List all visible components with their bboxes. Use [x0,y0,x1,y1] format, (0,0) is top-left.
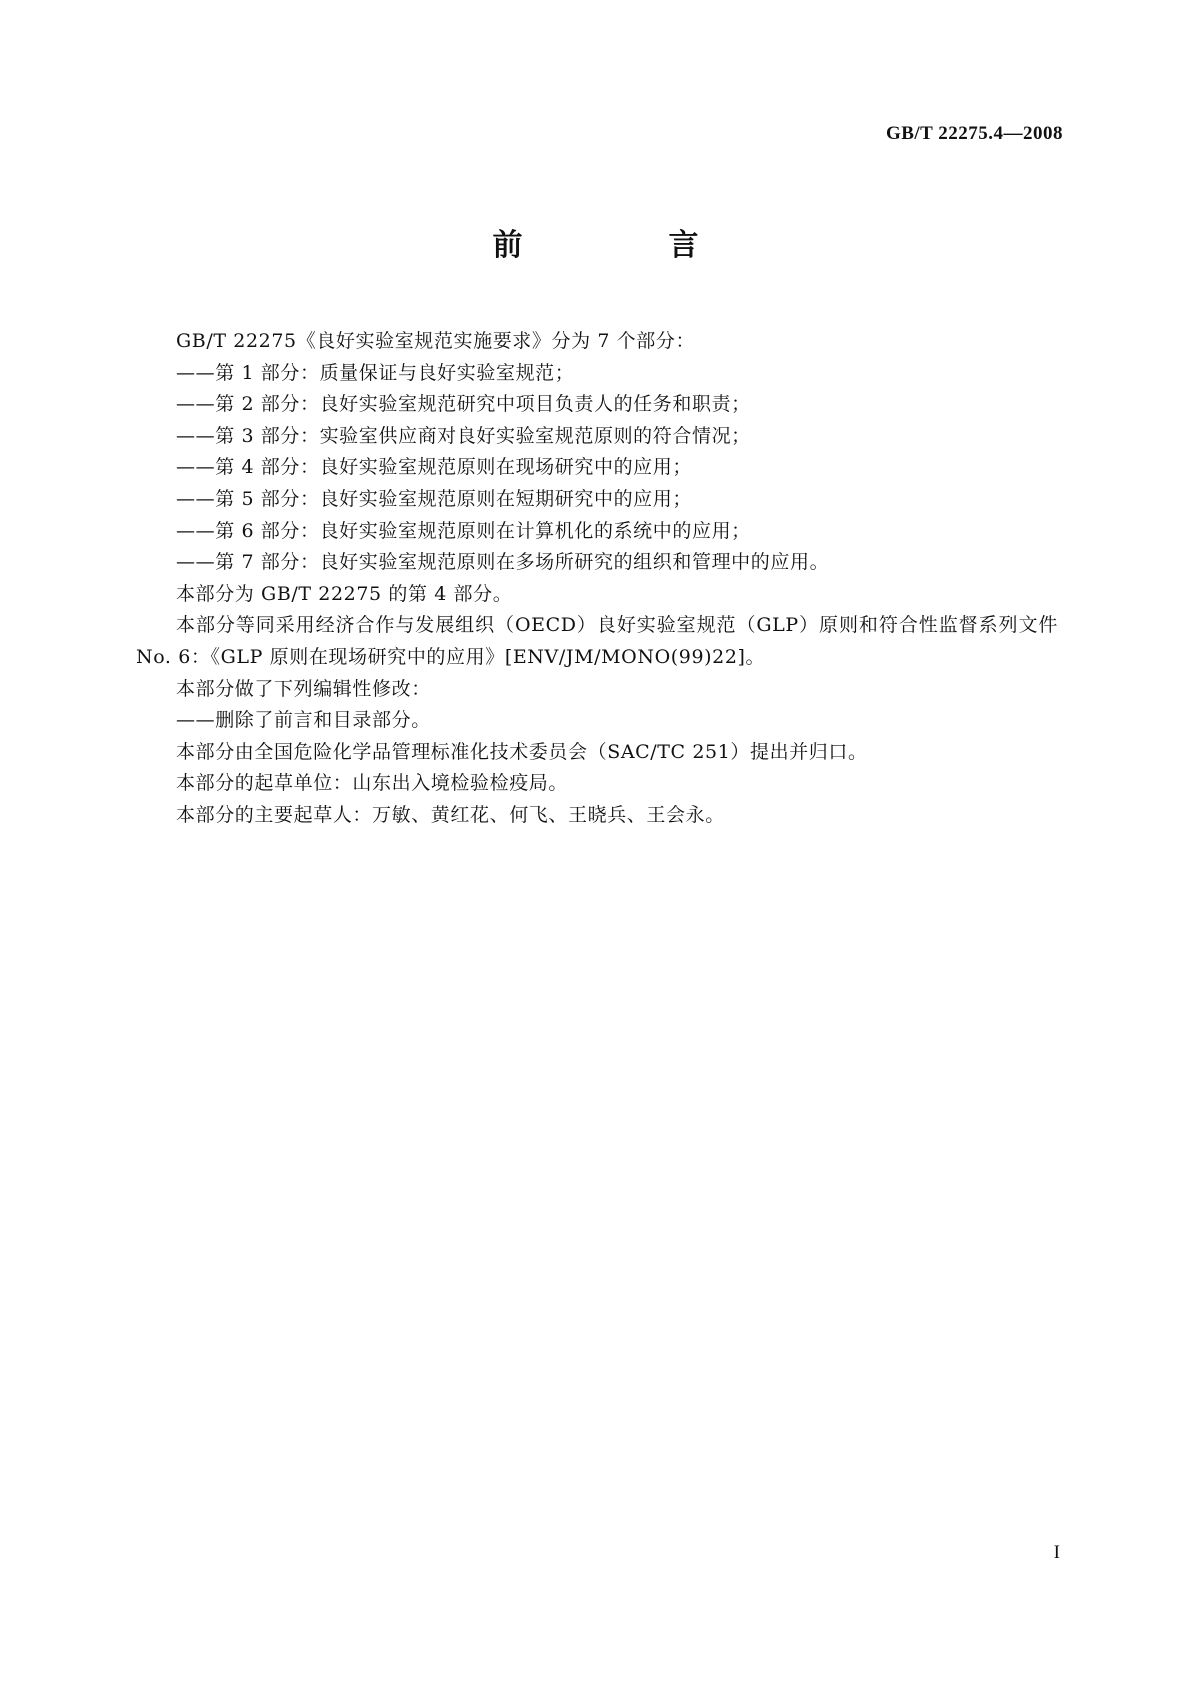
page-title: 前 言 [492,228,757,263]
paragraph-proposer: 本部分由全国危险化学品管理标准化技术委员会（SAC/TC 251）提出并归口。 [176,740,868,763]
paragraph-drafting-unit: 本部分的起草单位：山东出入境检验检疫局。 [176,772,569,795]
list-item-part-2: ——第 2 部分：良好实验室规范研究中项目负责人的任务和职责； [176,393,751,416]
list-item-part-4: ——第 4 部分：良好实验室规范原则在现场研究中的应用； [176,456,692,479]
paragraph-drafters: 本部分的主要起草人：万敏、黄红花、何飞、王晓兵、王会永。 [176,803,725,826]
list-item-part-3: ——第 3 部分：实验室供应商对良好实验室规范原则的符合情况； [176,424,751,447]
list-item-modification: ——删除了前言和目录部分。 [176,709,431,732]
page-number: I [1053,1542,1060,1563]
paragraph-this-part: 本部分为 GB/T 22275 的第 4 部分。 [176,582,513,605]
foreword-body [136,326,1058,832]
paragraph-parts-intro: GB/T 22275《良好实验室规范实施要求》分为 7 个部分： [176,330,696,352]
list-item-part-6: ——第 6 部分：良好实验室规范原则在计算机化的系统中的应用； [176,519,751,542]
list-item-part-7: ——第 7 部分：良好实验室规范原则在多场所研究的组织和管理中的应用。 [176,551,830,574]
paragraph-equivalence: 本部分等同采用经济合作与发展组织（OECD）良好实验室规范（GLP）原则和符合性监督系列文件 No. 6：《GLP 原则在现场研究中的应用》[ENV/JM/MONO(99)22]。 [136,614,1058,668]
list-item-part-1: ——第 1 部分：质量保证与良好实验室规范； [176,361,575,384]
paragraph-modifications: 本部分做了下列编辑性修改： [176,677,431,700]
list-item-part-5: ——第 5 部分：良好实验室规范原则在短期研究中的应用； [176,487,692,510]
standard-number: GB/T 22275.4—2008 [885,123,1063,144]
